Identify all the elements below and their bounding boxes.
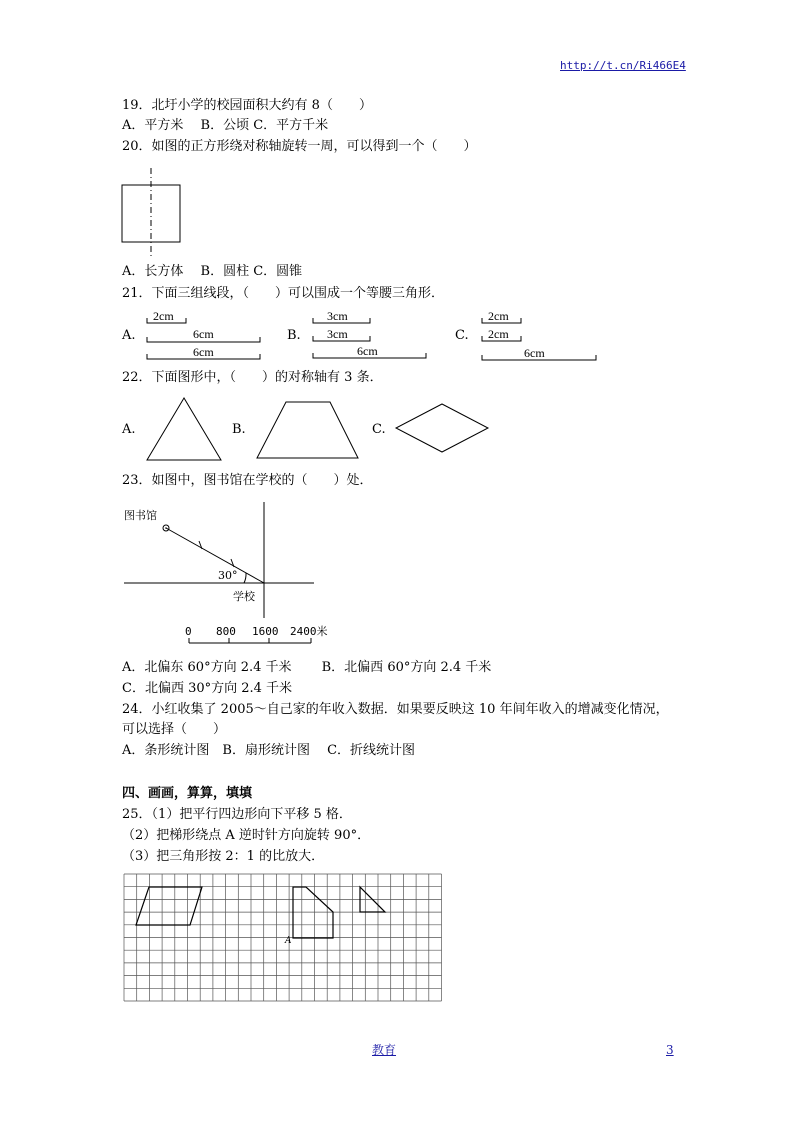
seg-b1-label: 3cm (327, 309, 348, 323)
q20-stem: 20．如图的正方形绕对称轴旋转一周，可以得到一个（ ） (122, 139, 477, 154)
q24-stem-1: 24．小红收集了 2005～自己家的年收入数据．如果要反映这 10 年间年收入的增减变化情况， (122, 702, 669, 717)
footer-center-link[interactable]: 教育 (372, 1043, 397, 1057)
seg-b3-label: 6cm (357, 344, 378, 358)
seg-a3-label: 6cm (193, 345, 214, 359)
seg-c3-label: 6cm (524, 346, 545, 360)
q25-part1: 25．（1）把平行四边形向下平移 5 格． (122, 807, 352, 822)
section4-title: 四、画画，算算，填填 (122, 786, 253, 801)
q22-label-b: B. (232, 422, 246, 437)
seg-b2-label: 3cm (327, 327, 348, 341)
seg-c1-label: 2cm (488, 309, 509, 323)
q22-label-c: C. (372, 422, 386, 437)
library-label: 图书馆 (124, 509, 157, 522)
q23-stem: 23．如图中，图书馆在学校的（ ）处． (122, 473, 373, 488)
scale-1600: 1600 (252, 625, 279, 638)
point-a-label: A (285, 936, 292, 946)
q22-stem: 22．下面图形中，（ ）的对称轴有 3 条． (122, 370, 383, 385)
header-url[interactable]: http://t.cn/Ri466E4 (560, 59, 686, 72)
q25-part3: （3）把三角形按 2：1 的比放大． (122, 849, 325, 864)
q19-stem: 19．北圩小学的校园面积大约有 8（ ） (122, 98, 372, 113)
q19-options: A．平方米 B．公顷 C．平方千米 (122, 118, 329, 133)
angle-label: 30° (218, 569, 238, 582)
school-label: 学校 (233, 590, 255, 603)
seg-c2-label: 2cm (488, 327, 509, 341)
q25-part2: （2）把梯形绕点 A 逆时针方向旋转 90°． (122, 828, 371, 843)
q24-options: A．条形统计图 B．扇形统计图 C．折线统计图 (122, 743, 416, 758)
scale-0: 0 (185, 625, 192, 638)
scale-800: 800 (216, 625, 236, 638)
q24-stem-2: 可以选择（ ） (122, 722, 227, 737)
q23-options-2: C．北偏西 30°方向 2.4 千米 (122, 681, 293, 696)
seg-a1-label: 2cm (153, 309, 174, 323)
q22-label-a: A. (122, 422, 136, 437)
q21-label-c: C. (455, 328, 469, 343)
parallelogram-shape (136, 887, 202, 925)
footer-page-number[interactable]: 3 (666, 1043, 674, 1057)
q21-label-b: B. (287, 328, 301, 343)
q21-label-a: A. (122, 328, 136, 343)
scale-2400: 2400米 (290, 625, 328, 638)
grid-lines (124, 874, 442, 1001)
seg-a2-label: 6cm (193, 327, 214, 341)
q20-options: A．长方体 B．圆柱 C．圆锥 (122, 264, 303, 279)
q21-stem: 21．下面三组线段，（ ）可以围成一个等腰三角形． (122, 286, 445, 301)
q23-options-1: A．北偏东 60°方向 2.4 千米 B．北偏西 60°方向 2.4 千米 (122, 660, 492, 675)
